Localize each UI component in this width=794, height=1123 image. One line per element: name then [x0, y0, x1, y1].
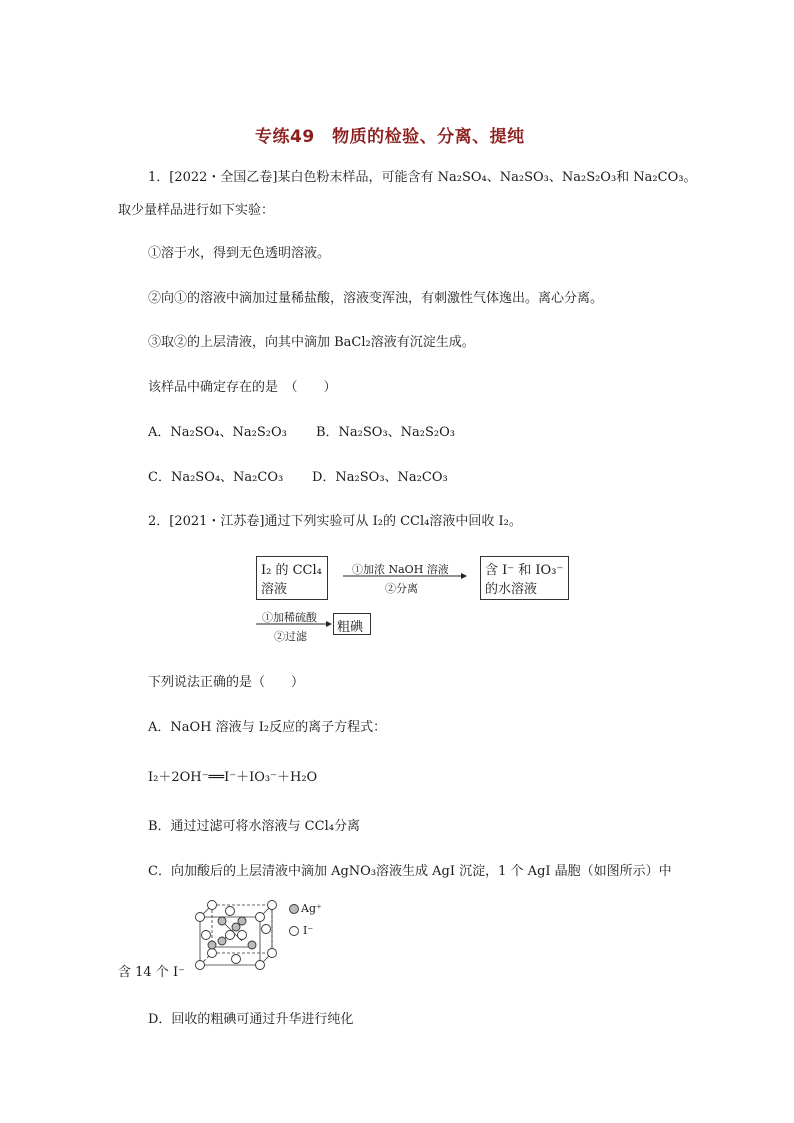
q2-option-b: B．通过过滤可将水溶液与 CCl₄分离 — [148, 819, 360, 834]
legend-ag-label: Ag⁺ — [301, 902, 322, 915]
flow-box-i2-ccl4-line1: I₂ 的 CCl₄ — [261, 563, 322, 578]
q2-head: 2．[2021・江苏卷]通过下列实验可从 I₂的 CCl₄溶液中回收 I₂。 — [148, 514, 522, 529]
q2-question: 下列说法正确的是（ ） — [148, 675, 305, 690]
flow-arrow2-top-label: ①加稀硫酸 — [262, 611, 317, 624]
flow-box-crude-iodine: 粗碘 — [333, 613, 371, 635]
flow-arrow2-bottom-label: ②过滤 — [274, 630, 307, 643]
q2-option-c: C．向加酸后的上层清液中滴加 AgNO₃溶液生成 AgI 沉淀，1 个 AgI 晶胞（如图所示）中 — [148, 864, 672, 879]
q1-step2: ②向①的溶液中滴加过量稀盐酸，溶液变浑浊，有刺激性气体逸出。离心分离。 — [148, 291, 604, 306]
flow-box-i2-ccl4-line2: 溶液 — [261, 582, 288, 597]
legend-i-label: I⁻ — [303, 924, 314, 937]
q1-option-d: D．Na₂SO₃、Na₂CO₃ — [312, 470, 448, 485]
flow-box-i2-ccl4 — [256, 556, 328, 600]
agi-crystal-cell-diagram — [192, 895, 282, 975]
q1-option-b: B．Na₂SO₃、Na₂S₂O₃ — [316, 425, 455, 440]
q1-head2: 取少量样品进行如下实验： — [118, 203, 275, 218]
flow-arrow2 — [256, 620, 332, 628]
q1-step3: ③取②的上层清液，向其中滴加 BaCl₂溶液有沉淀生成。 — [148, 335, 475, 350]
flow-arrow1-bottom-label: ②分离 — [385, 582, 418, 595]
q2-option-a-equation: I₂＋2OH⁻══I⁻＋IO₃⁻＋H₂O — [148, 770, 318, 785]
q2-option-d: D．回收的粗碘可通过升华进行纯化 — [148, 1012, 354, 1027]
q1-option-a: A．Na₂SO₄、Na₂S₂O₃ — [148, 425, 287, 440]
flow-arrow1-top-label: ①加浓 NaOH 溶液 — [352, 563, 449, 576]
q2-option-a: A．NaOH 溶液与 I₂反应的离子方程式： — [148, 720, 387, 735]
q1-head: 1．[2022・全国乙卷]某白色粉末样品，可能含有 Na₂SO₄、Na₂SO₃、Na₂S₂O₃和 Na₂CO₃。 — [148, 170, 697, 185]
q1-step1: ①溶于水，得到无色透明溶液。 — [148, 246, 331, 261]
legend-i-symbol — [288, 925, 300, 937]
page-title: 专练49 物质的检验、分离、提纯 — [255, 127, 525, 147]
flow-arrow1 — [343, 572, 467, 580]
flow-box-aqueous-line2: 的水溶液 — [485, 582, 538, 597]
q2-option-c-tail: 含 14 个 I⁻ — [118, 965, 185, 980]
q1-option-c: C．Na₂SO₄、Na₂CO₃ — [148, 470, 284, 485]
flow-box-aqueous — [480, 556, 569, 600]
legend-ag-symbol — [288, 903, 300, 915]
q1-question: 该样品中确定存在的是 （ ） — [148, 380, 337, 395]
flow-box-aqueous-line1: 含 I⁻ 和 IO₃⁻ — [485, 563, 564, 578]
